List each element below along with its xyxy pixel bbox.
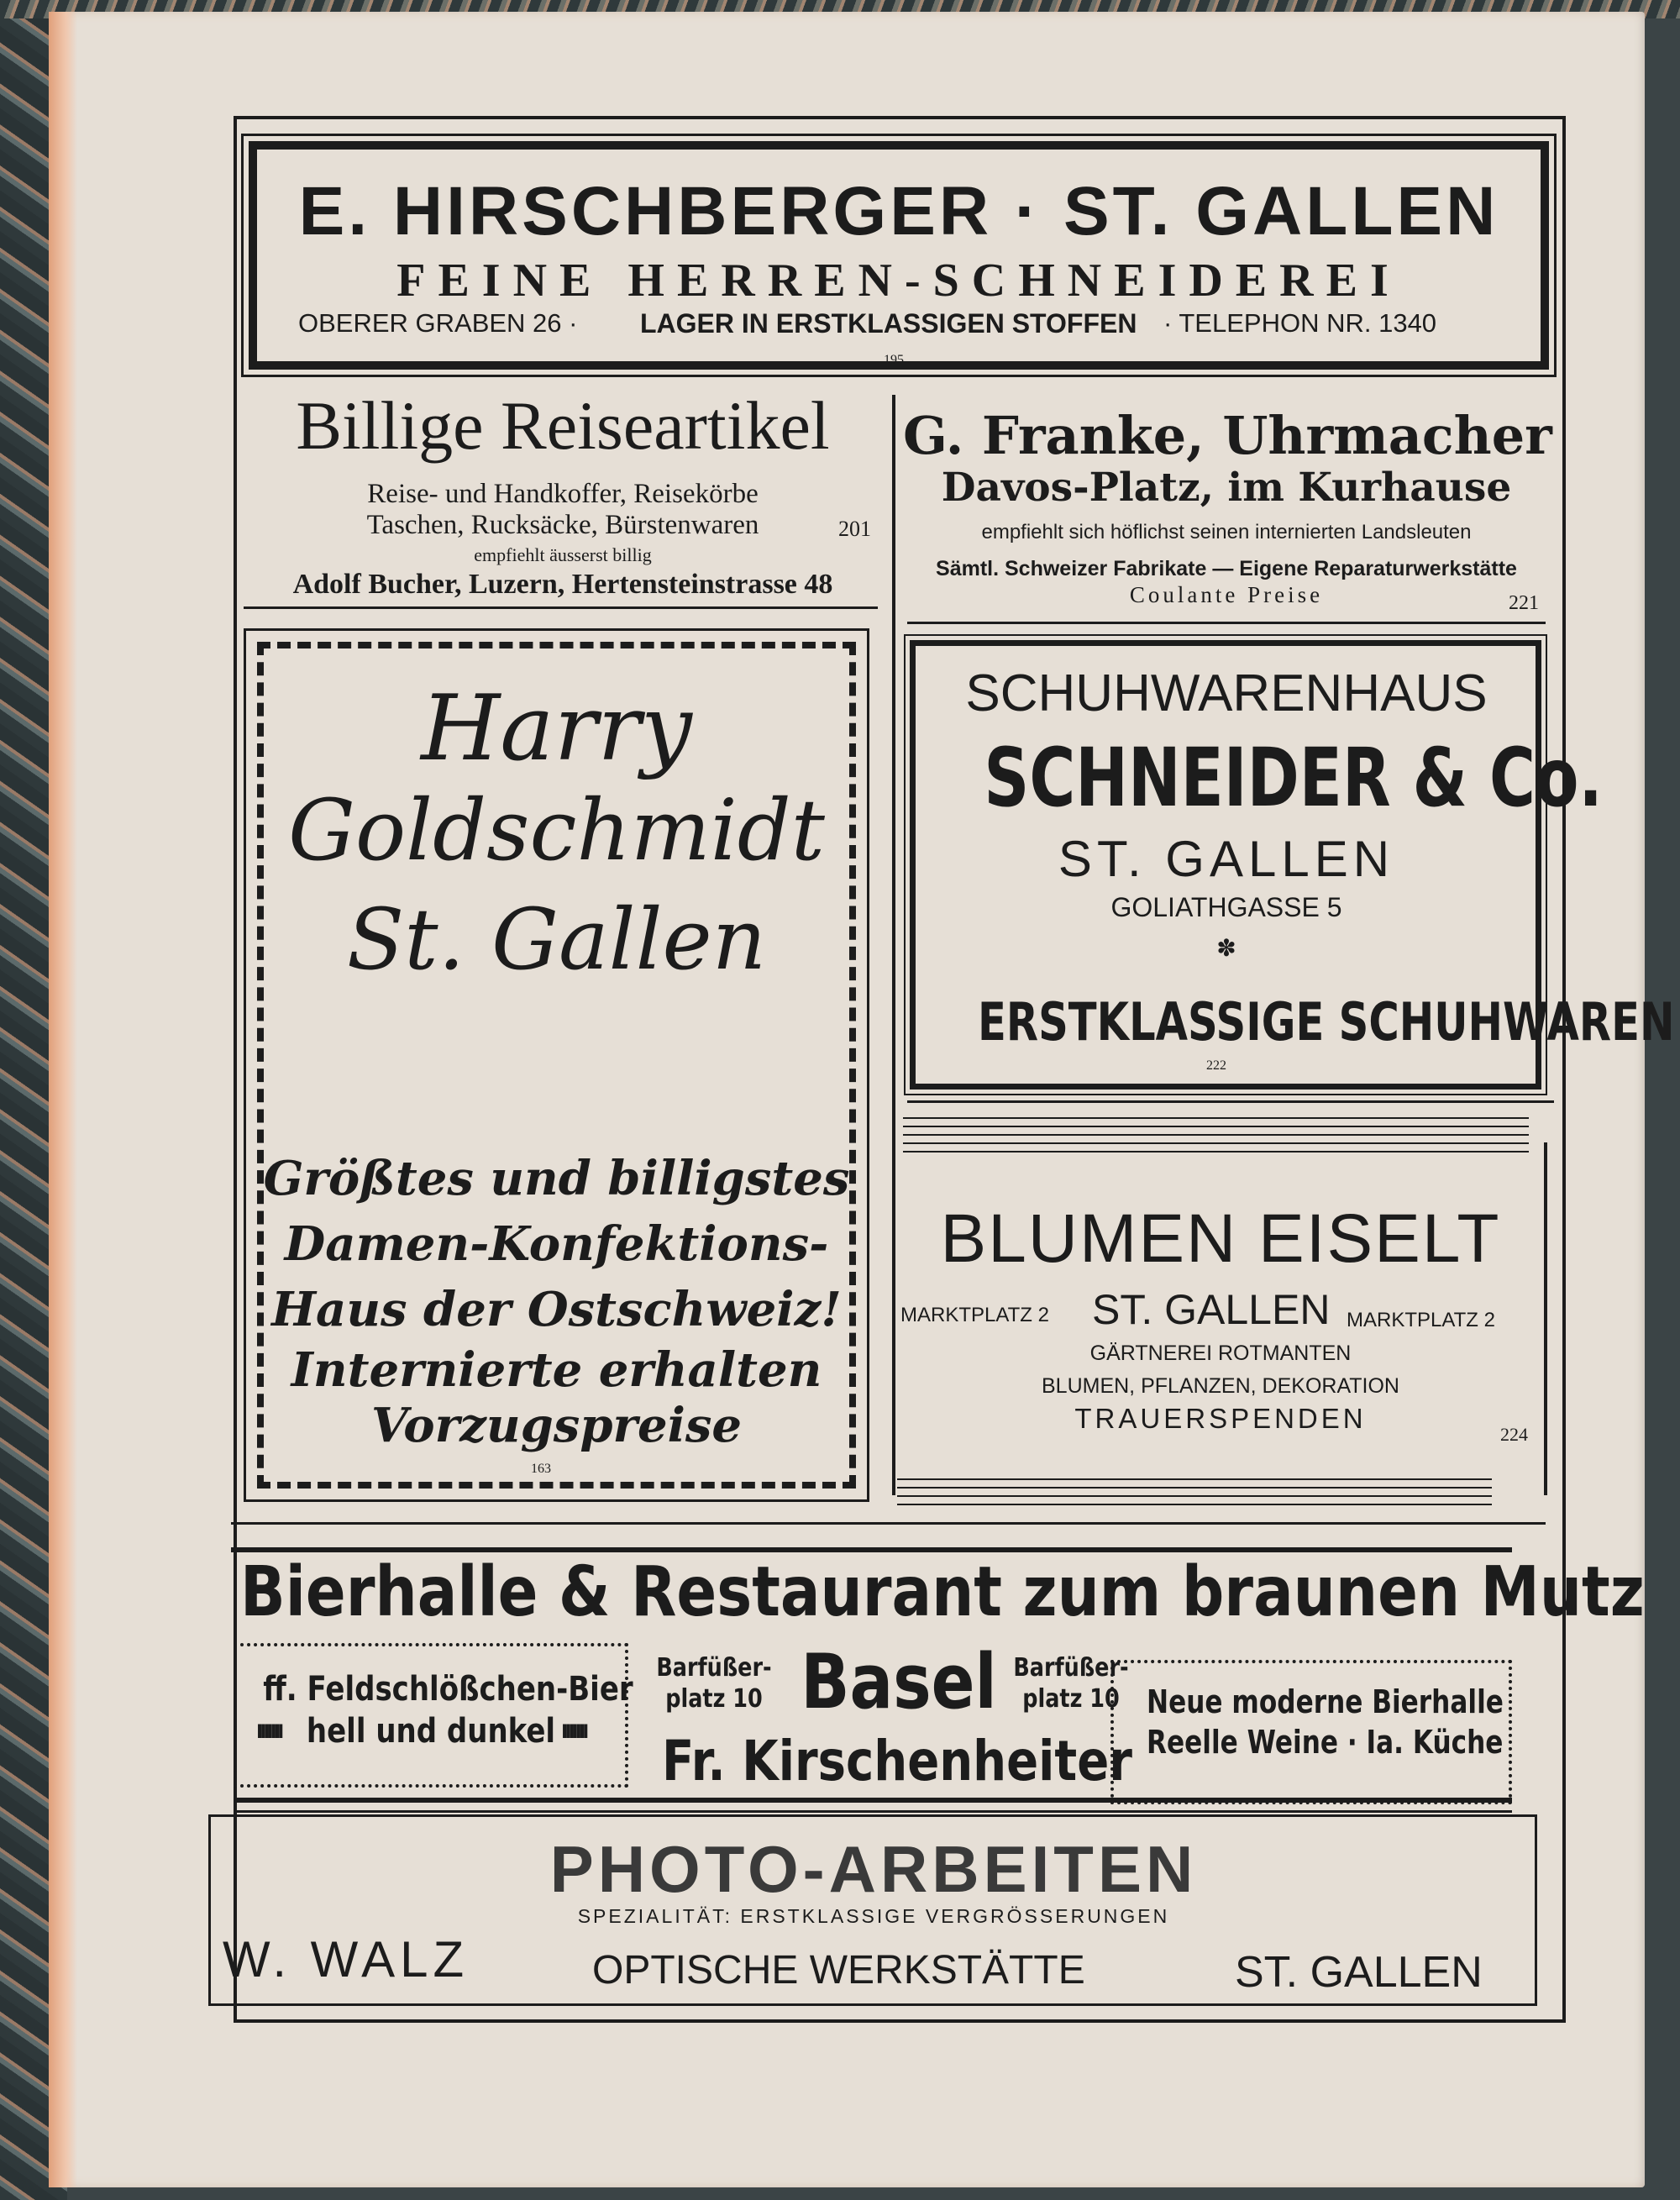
eiselt-title: BLUMEN EISELT [940,1200,1501,1277]
goldschmidt-name1: Harry [421,676,692,781]
stripe [903,1126,1529,1127]
rule [234,1810,1512,1813]
franke-line3: Coulante Preise [1129,582,1324,607]
stripe [897,1478,1492,1480]
bierhalle-right1: Neue moderne Bierhalle [1147,1683,1504,1720]
rule [244,606,878,609]
schneider-city: ST. GALLEN [1058,831,1395,887]
bierhalle-left-ornament: IIIIIII [561,1722,586,1743]
bucher-signature: Adolf Bucher, Luzern, Hertensteinstrasse 48 [292,569,833,600]
bierhalle-city: Basel [801,1638,997,1726]
stripe [897,1504,1492,1505]
hirschberger-phone: · TELEPHON NR. 1340 [1163,308,1437,338]
eiselt-right-addr: MARKTPLATZ 2 [1347,1309,1495,1331]
hirschberger-stock: LAGER IN ERSTKLASSIGEN STOFFEN [640,308,1137,339]
eiselt-line1: GÄRTNEREI ROTMANTEN [1089,1342,1352,1365]
eiselt-city: ST. GALLEN [1092,1286,1331,1333]
walz-workshop: OPTISCHE WERKSTÄTTE [592,1948,1085,1993]
eiselt-line2: BLUMEN, PFLANZEN, DEKORATION [1042,1374,1399,1398]
goldschmidt-text2: Damen-Konfektions- [284,1216,829,1272]
rule [231,1522,1546,1525]
franke-line2: Sämtl. Schweizer Fabrikate — Eigene Reparaturwerkstätte [936,557,1517,580]
bucher-line3: empfiehlt äusserst billig [474,544,652,565]
hirschberger-subtitle: FEINE HERREN-SCHNEIDEREI [396,255,1401,307]
schneider-number: 222 [1206,1058,1226,1073]
schneider-address: GOLIATHGASSE 5 [1110,892,1342,922]
walz-city: ST. GALLEN [1235,1948,1483,1997]
goldschmidt-city: St. Gallen [346,890,767,989]
eiselt-right-border [1544,1142,1547,1495]
bucher-number: 201 [838,517,871,541]
goldschmidt-name2: Goldschmidt [288,781,825,879]
goldschmidt-text5: Vorzugspreise [370,1398,743,1453]
stripe [903,1117,1529,1119]
hirschberger-address: OBERER GRABEN 26 · [298,308,578,338]
bierhalle-title: Bierhalle & Restaurant zum braunen Mutz [240,1552,1645,1632]
bierhalle-place-left: Barfüßer- [656,1653,772,1683]
rule [907,622,1546,624]
schneider-line1: SCHUHWARENHAUS [965,664,1488,722]
stripe [897,1487,1492,1489]
bucher-line2: Taschen, Rucksäcke, Bürstenwaren [366,510,759,540]
stripe [903,1134,1529,1136]
bierhalle-right2: Reelle Weine · Ia. Küche [1147,1724,1504,1761]
walz-name: W. WALZ [223,1931,470,1987]
stripe [897,1495,1492,1497]
schneider-slogan: ERSTKLASSIGE SCHUHWAREN [978,991,1675,1053]
stripe [903,1142,1529,1144]
goldschmidt-text3: Haus der Ostschweiz! [271,1282,842,1337]
rule [907,1100,1554,1103]
bierhalle-place-left2: platz 10 [665,1684,763,1714]
hirschberger-title: E. HIRSCHBERGER · ST. GALLEN [298,173,1499,249]
bucher-line1: Reise- und Handkoffer, Reisekörbe [367,479,759,509]
rule [244,375,1551,377]
stripe [903,1151,1529,1153]
goldschmidt-number: 163 [531,1462,551,1476]
schneider-name: SCHNEIDER & Co. [984,731,1603,825]
walz-subtitle: SPEZIALITÄT: ERSTKLASSIGE VERGRÖSSERUNGEN [577,1905,1170,1927]
bucher-title: Billige Reiseartikel [296,387,830,464]
rule [234,1798,1512,1803]
bierhalle-place-right2: platz 10 [1022,1684,1120,1714]
franke-location: Davos-Platz, im Kurhause [941,465,1512,511]
bierhalle-owner: Fr. Kirschenheiter [662,1729,1132,1793]
franke-title: G. Franke, Uhrmacher [903,405,1552,466]
franke-number: 221 [1509,592,1539,614]
bierhalle-place-right: Barfüßer- [1013,1653,1129,1683]
goldschmidt-text1: Größtes und billigstes [263,1151,850,1206]
goldschmidt-text4: Internierte erhalten [291,1342,822,1398]
walz-title: PHOTO-ARBEITEN [549,1832,1198,1906]
hirschberger-number: 195 [884,353,904,367]
bierhalle-left1: ff. Feldschlößchen-Bier [263,1670,633,1709]
ornament-icon: ✽ [1216,935,1236,961]
eiselt-line3: TRAUERSPENDEN [1074,1403,1367,1434]
franke-line1: empfiehlt sich höflichst seinen internierten Landsleuten [981,521,1472,543]
column-divider [892,395,895,1495]
page-spine-shadow [49,12,77,2187]
bierhalle-left2: hell und dunkel [306,1712,556,1751]
bierhalle-left-ornament: IIIIIII [256,1722,281,1743]
eiselt-left-addr: MARKTPLATZ 2 [900,1304,1049,1326]
eiselt-number: 224 [1500,1424,1528,1445]
